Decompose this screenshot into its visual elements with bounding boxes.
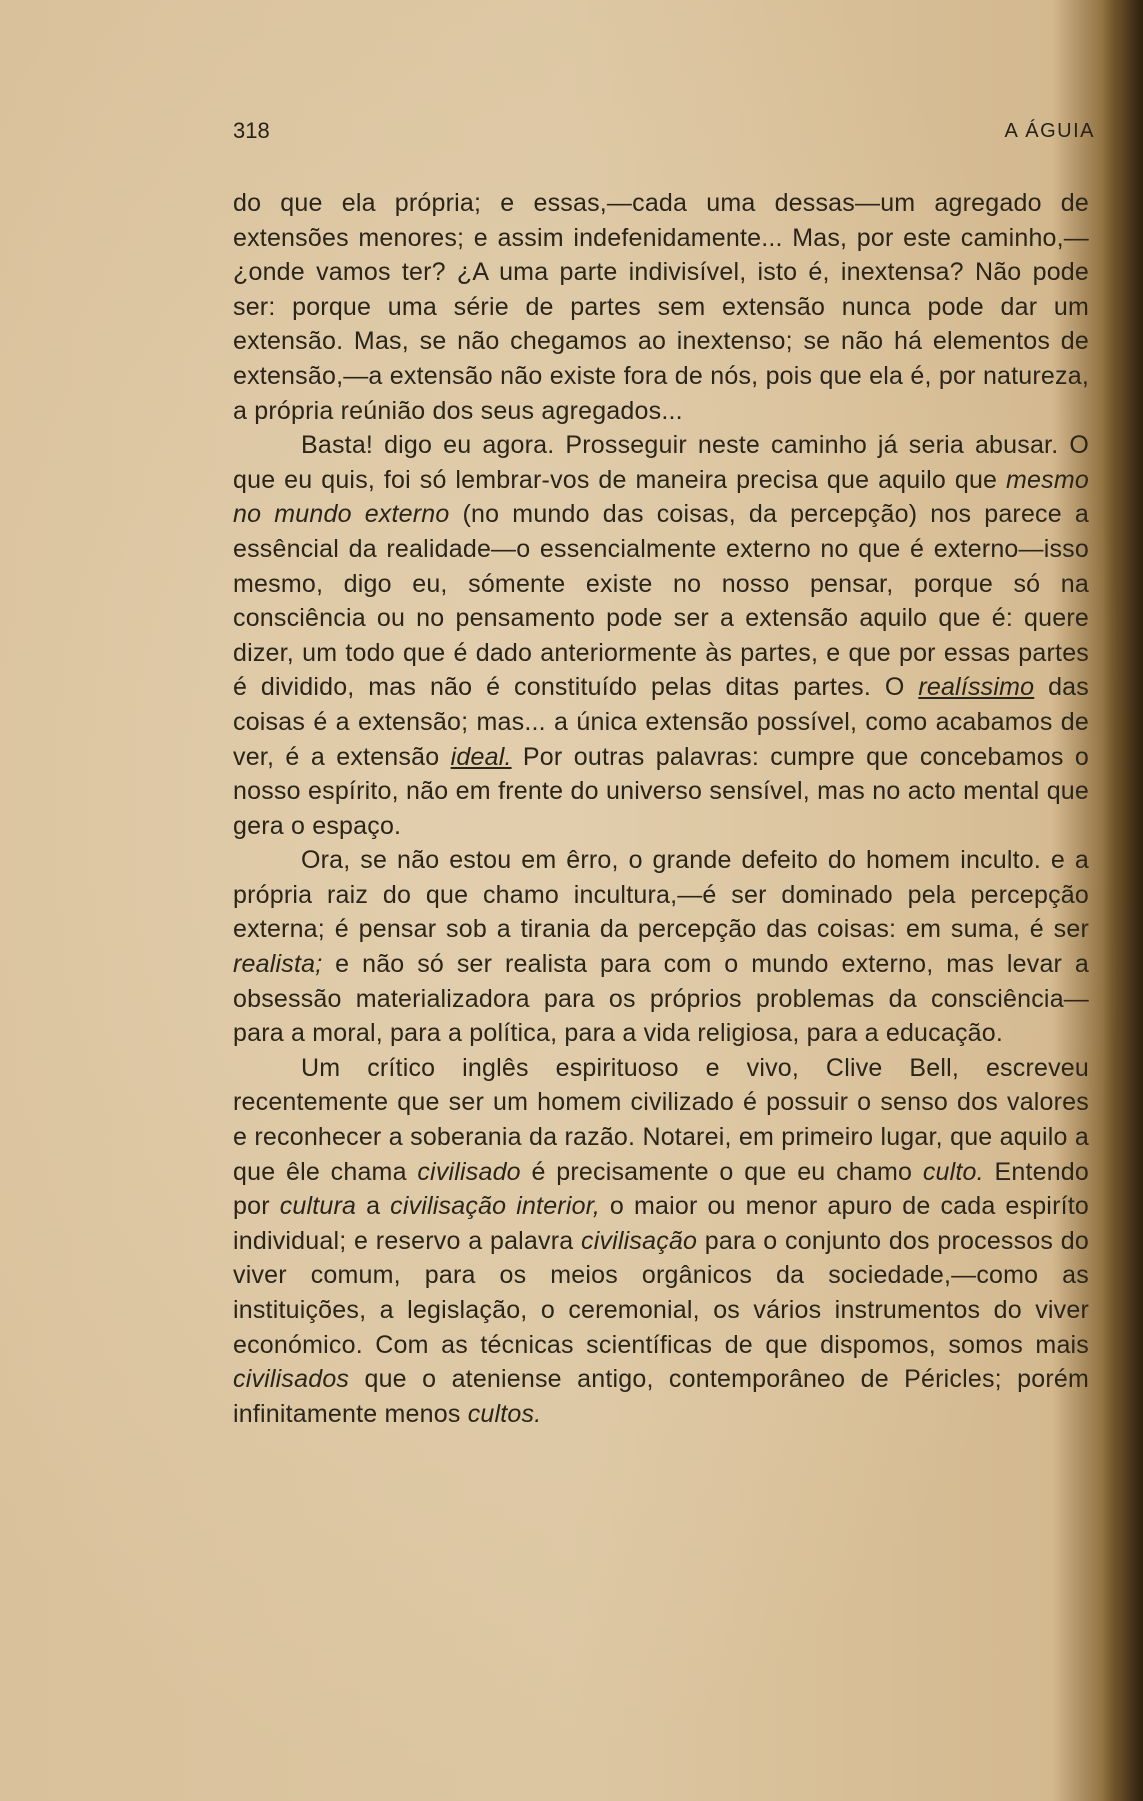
emphasized-text: civilisação: [581, 1226, 698, 1255]
body-text: [233, 186, 1089, 1431]
emphasized-text: realista;: [233, 950, 323, 979]
page-number: 318: [233, 118, 270, 143]
running-title: A ÁGUIA: [1004, 120, 1095, 142]
emphasized-text: culto.: [922, 1157, 984, 1186]
paragraph: [233, 428, 1089, 843]
text-run: para o conjunto dos processos do viver comum, para os meios orgânicos da sociedade,—como as instituições, a legislação, o ceremonial, os vários instrumentos do viver económico. Com as técnicas scientíficas de que dispomos, somos mais: [233, 1226, 1089, 1359]
emphasized-text: civilisação interior,: [390, 1192, 600, 1221]
page-header: [233, 118, 1095, 148]
text-run: Basta! digo eu agora. Prosseguir neste caminho já seria abusar. O que eu quis, foi só lembrar-vos de maneira precisa que aquilo que: [233, 431, 1089, 494]
text-run: a: [356, 1192, 391, 1221]
text-run: (no mundo das coisas, da percepção) nos parece a essêncial da realidade—o essencialmente externo no que é externo—isso mesmo, digo eu, sómente existe no nosso pensar, porque só na consciência ou no pensamento pode ser a extensão aquilo que é: quere dizer, um todo que é dado anteriormente às partes, e que por essas partes é dividido, mas não é constituído pelas ditas partes. O: [233, 500, 1089, 702]
text-run: que o ateniense antigo, contemporâneo de Péricles; porém infinitamente menos: [233, 1365, 1089, 1428]
paragraph: [233, 186, 1089, 428]
emphasized-text: realíssimo: [918, 673, 1035, 702]
emphasized-text: cultura: [279, 1192, 357, 1221]
text-run: e não só ser realista para com o mundo externo, mas levar a obsessão materializadora para os próprios problemas da consciência—para a moral, para a política, para a vida religiosa, para a educação.: [233, 950, 1089, 1048]
text-run: o maior ou menor apuro de cada espiríto individual; e reservo a palavra: [233, 1192, 1089, 1255]
text-run: do que ela própria; e essas,—cada uma dessas—um agregado de extensões menores; e assim indefenidamente... Mas, por este caminho,—¿onde vamos ter? ¿A uma parte indivisível, isto é, inextensa? Não pode ser: porque uma série de partes sem extensão nunca pode dar um extensão. Mas, se não chegamos ao inextenso; se não há elementos de extensão,—a extensão não existe fora de nós, pois que ela é, por natureza, a própria reúnião dos seus agregados...: [233, 189, 1089, 425]
emphasized-text: civilisado: [417, 1157, 521, 1186]
text-run: Ora, se não estou em êrro, o grande defeito do homem inculto. e a própria raiz do que chamo incultura,—é ser dominado pela percepção externa; é pensar sob a tirania da percepção das coisas: em suma, é ser: [233, 846, 1089, 944]
emphasized-text: mesmo no mundo externo: [233, 465, 1089, 529]
emphasized-text: ideal.: [450, 742, 512, 771]
emphasized-text: cultos.: [467, 1399, 542, 1428]
emphasized-text: civilisados: [233, 1365, 350, 1394]
paragraph: [233, 1051, 1089, 1432]
text-run: é precisamente o que eu chamo: [520, 1157, 923, 1186]
text-run: das coisas é a extensão; mas... a única extensão possível, como acabamos de ver, é a extensão: [233, 673, 1089, 771]
text-run: Um crítico inglês espirituoso e vivo, Clive Bell, escreveu recentemente que ser um homem civilizado é possuir o senso dos valores e reconhecer a soberania da razão. Notarei, em primeiro lugar, que aquilo a que êle chama: [233, 1053, 1089, 1186]
paragraph: [233, 843, 1089, 1051]
text-run: Por outras palavras: cumpre que concebamos o nosso espírito, não em frente do universo sensível, mas no acto mental que gera o espaço.: [233, 742, 1089, 840]
page-edge-shadow: [1103, 0, 1143, 1801]
text-run: Entendo por: [233, 1157, 1090, 1221]
